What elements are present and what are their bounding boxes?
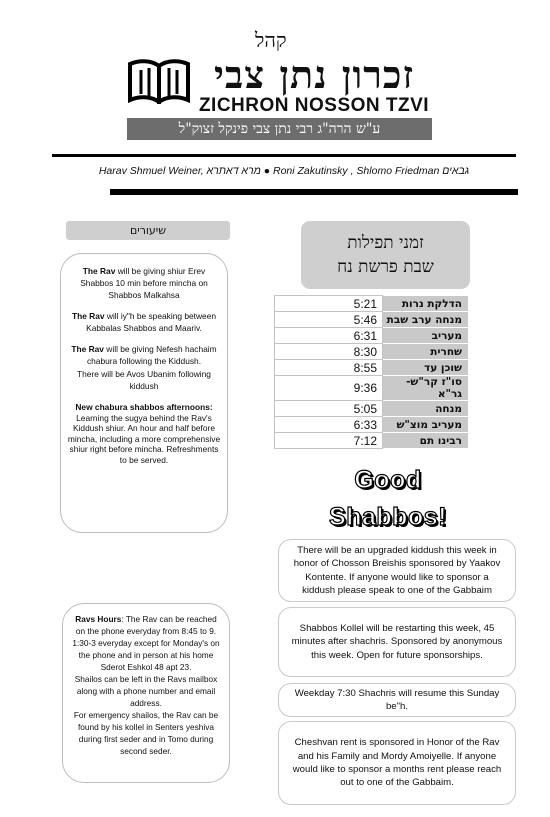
zman-name: מנחה bbox=[383, 401, 469, 417]
announcement-kiddush: There will be an upgraded kiddush this week in honor of Chosson Breishis sponsored by Yaakov Kontente. If anyone would like to sponsor a kiddush please speak to one of the Gabbaim bbox=[278, 539, 516, 602]
gabbaim-names: Roni Zakutinsky , Shlomo Friedman bbox=[272, 165, 440, 177]
bullet-separator: ● bbox=[260, 165, 273, 177]
zman-time: 8:30 bbox=[275, 344, 383, 360]
hours-text: 1:30-3 everyday except for Monday's on the phone and in person at his home Sderot Eshkol 48 apt 23. bbox=[72, 638, 220, 673]
kehal-label: קהל bbox=[255, 28, 287, 52]
zman-time: 5:21 bbox=[275, 296, 383, 312]
zman-name: מעריב מוצ"ש bbox=[383, 417, 469, 433]
announcement-kollel: Shabbos Kollel will be restarting this week, 45 minutes after shachris. Sponsored by anonymous this week. Open for future sponsorships. bbox=[278, 607, 516, 677]
zman-name: רבינו תם bbox=[383, 433, 469, 449]
zmanim-title-line2: שבת פרשת נח bbox=[337, 257, 434, 277]
shiur-item: New chabura shabbos afternoons: Learning the sugya behind the Rav's Kiddush shiur. An hour and half before mincha, including a more comprehensive shiur right before mincha. Refreshments to be served. bbox=[67, 402, 221, 465]
zmanim-row bbox=[275, 376, 469, 401]
zman-name: מנחה ערב שבת bbox=[383, 312, 469, 328]
zmanim-row bbox=[275, 417, 469, 433]
zmanim-row bbox=[275, 296, 469, 312]
greeting-line1: Good bbox=[354, 466, 422, 494]
rav-name: Harav Shmuel Weiner, bbox=[98, 165, 204, 177]
hours-text: Shailos can be left in the Ravs mailbox along with a phone number and email address. bbox=[74, 674, 218, 709]
memorial-banner: ע"ש הרה"ג רבי נתן צבי פינקל זצוק"ל bbox=[127, 118, 432, 140]
greeting-line2: Shabbos! bbox=[329, 503, 447, 531]
rav-title: מרא דאתרא bbox=[206, 165, 261, 177]
zmanim-row bbox=[275, 401, 469, 417]
zman-time: 7:12 bbox=[275, 433, 383, 449]
zman-time: 6:31 bbox=[275, 328, 383, 344]
shiur-item: There will be Avos Ubanim following kiddush bbox=[77, 369, 211, 392]
shiurim-heading: שיעורים bbox=[66, 221, 230, 240]
english-name: ZICHRON NOSSON TZVI bbox=[198, 95, 430, 116]
zman-name: מעריב bbox=[383, 328, 469, 344]
hours-intro: Ravs Hours: The Rav can be reached on the phone everyday from 8:45 to 9. bbox=[75, 614, 217, 637]
zmanim-row bbox=[275, 328, 469, 344]
announcement-shachris: Weekday 7:30 Shachris will resume this Sunday be"h. bbox=[278, 683, 516, 717]
hours-text: For emergency shailos, the Rav can be found by his kollel in Senters yeshiva during first seder and in Tomo during second seder. bbox=[73, 710, 219, 757]
zmanim-title-line1: זמני תפילות bbox=[347, 233, 424, 253]
hebrew-name: זכרון נתן צבי bbox=[213, 52, 415, 97]
gabbaim-title: גבאים bbox=[442, 165, 470, 177]
zmanim-row bbox=[275, 344, 469, 360]
shiur-item: The Rav will be giving shiur Erev Shabbos 10 min before mincha on Shabbos Malkahsa bbox=[80, 266, 208, 300]
zmanim-row bbox=[275, 312, 469, 328]
zman-name: שחרית bbox=[383, 344, 469, 360]
zmanim-title bbox=[301, 221, 470, 289]
good-shabbos-greeting bbox=[300, 462, 476, 536]
zman-time: 6:33 bbox=[275, 417, 383, 433]
zman-name: סו"ז קר"ש- גר"א bbox=[383, 376, 469, 401]
zman-time: 9:36 bbox=[275, 376, 383, 401]
book-logo-icon bbox=[127, 58, 191, 104]
staff-line bbox=[52, 165, 516, 177]
zman-name: הדלקת נרות bbox=[383, 296, 469, 312]
announcement-rent: Cheshvan rent is sponsored in Honor of the Rav and his Family and Mordy Amoiyelle. If anyone would like to sponsor a months rent please reach out to one of the Gabbaim. bbox=[278, 721, 516, 805]
shiurim-box bbox=[60, 253, 228, 533]
zmanim-row bbox=[275, 433, 469, 449]
divider-bottom bbox=[110, 189, 518, 195]
zman-time: 5:05 bbox=[275, 401, 383, 417]
zmanim-row bbox=[275, 360, 469, 376]
divider-top bbox=[52, 154, 516, 157]
zman-time: 8:55 bbox=[275, 360, 383, 376]
zmanim-table bbox=[274, 295, 469, 449]
shiur-item: The Rav will iy"h be speaking between Kabbalas Shabbos and Maariv. bbox=[71, 310, 217, 333]
shiur-item: The Rav will be giving Nefesh hachaim chabura following the Kiddush. bbox=[71, 343, 217, 366]
zman-time: 5:46 bbox=[275, 312, 383, 328]
zman-name: שוכן עד bbox=[383, 360, 469, 376]
ravs-hours-box bbox=[62, 603, 230, 783]
